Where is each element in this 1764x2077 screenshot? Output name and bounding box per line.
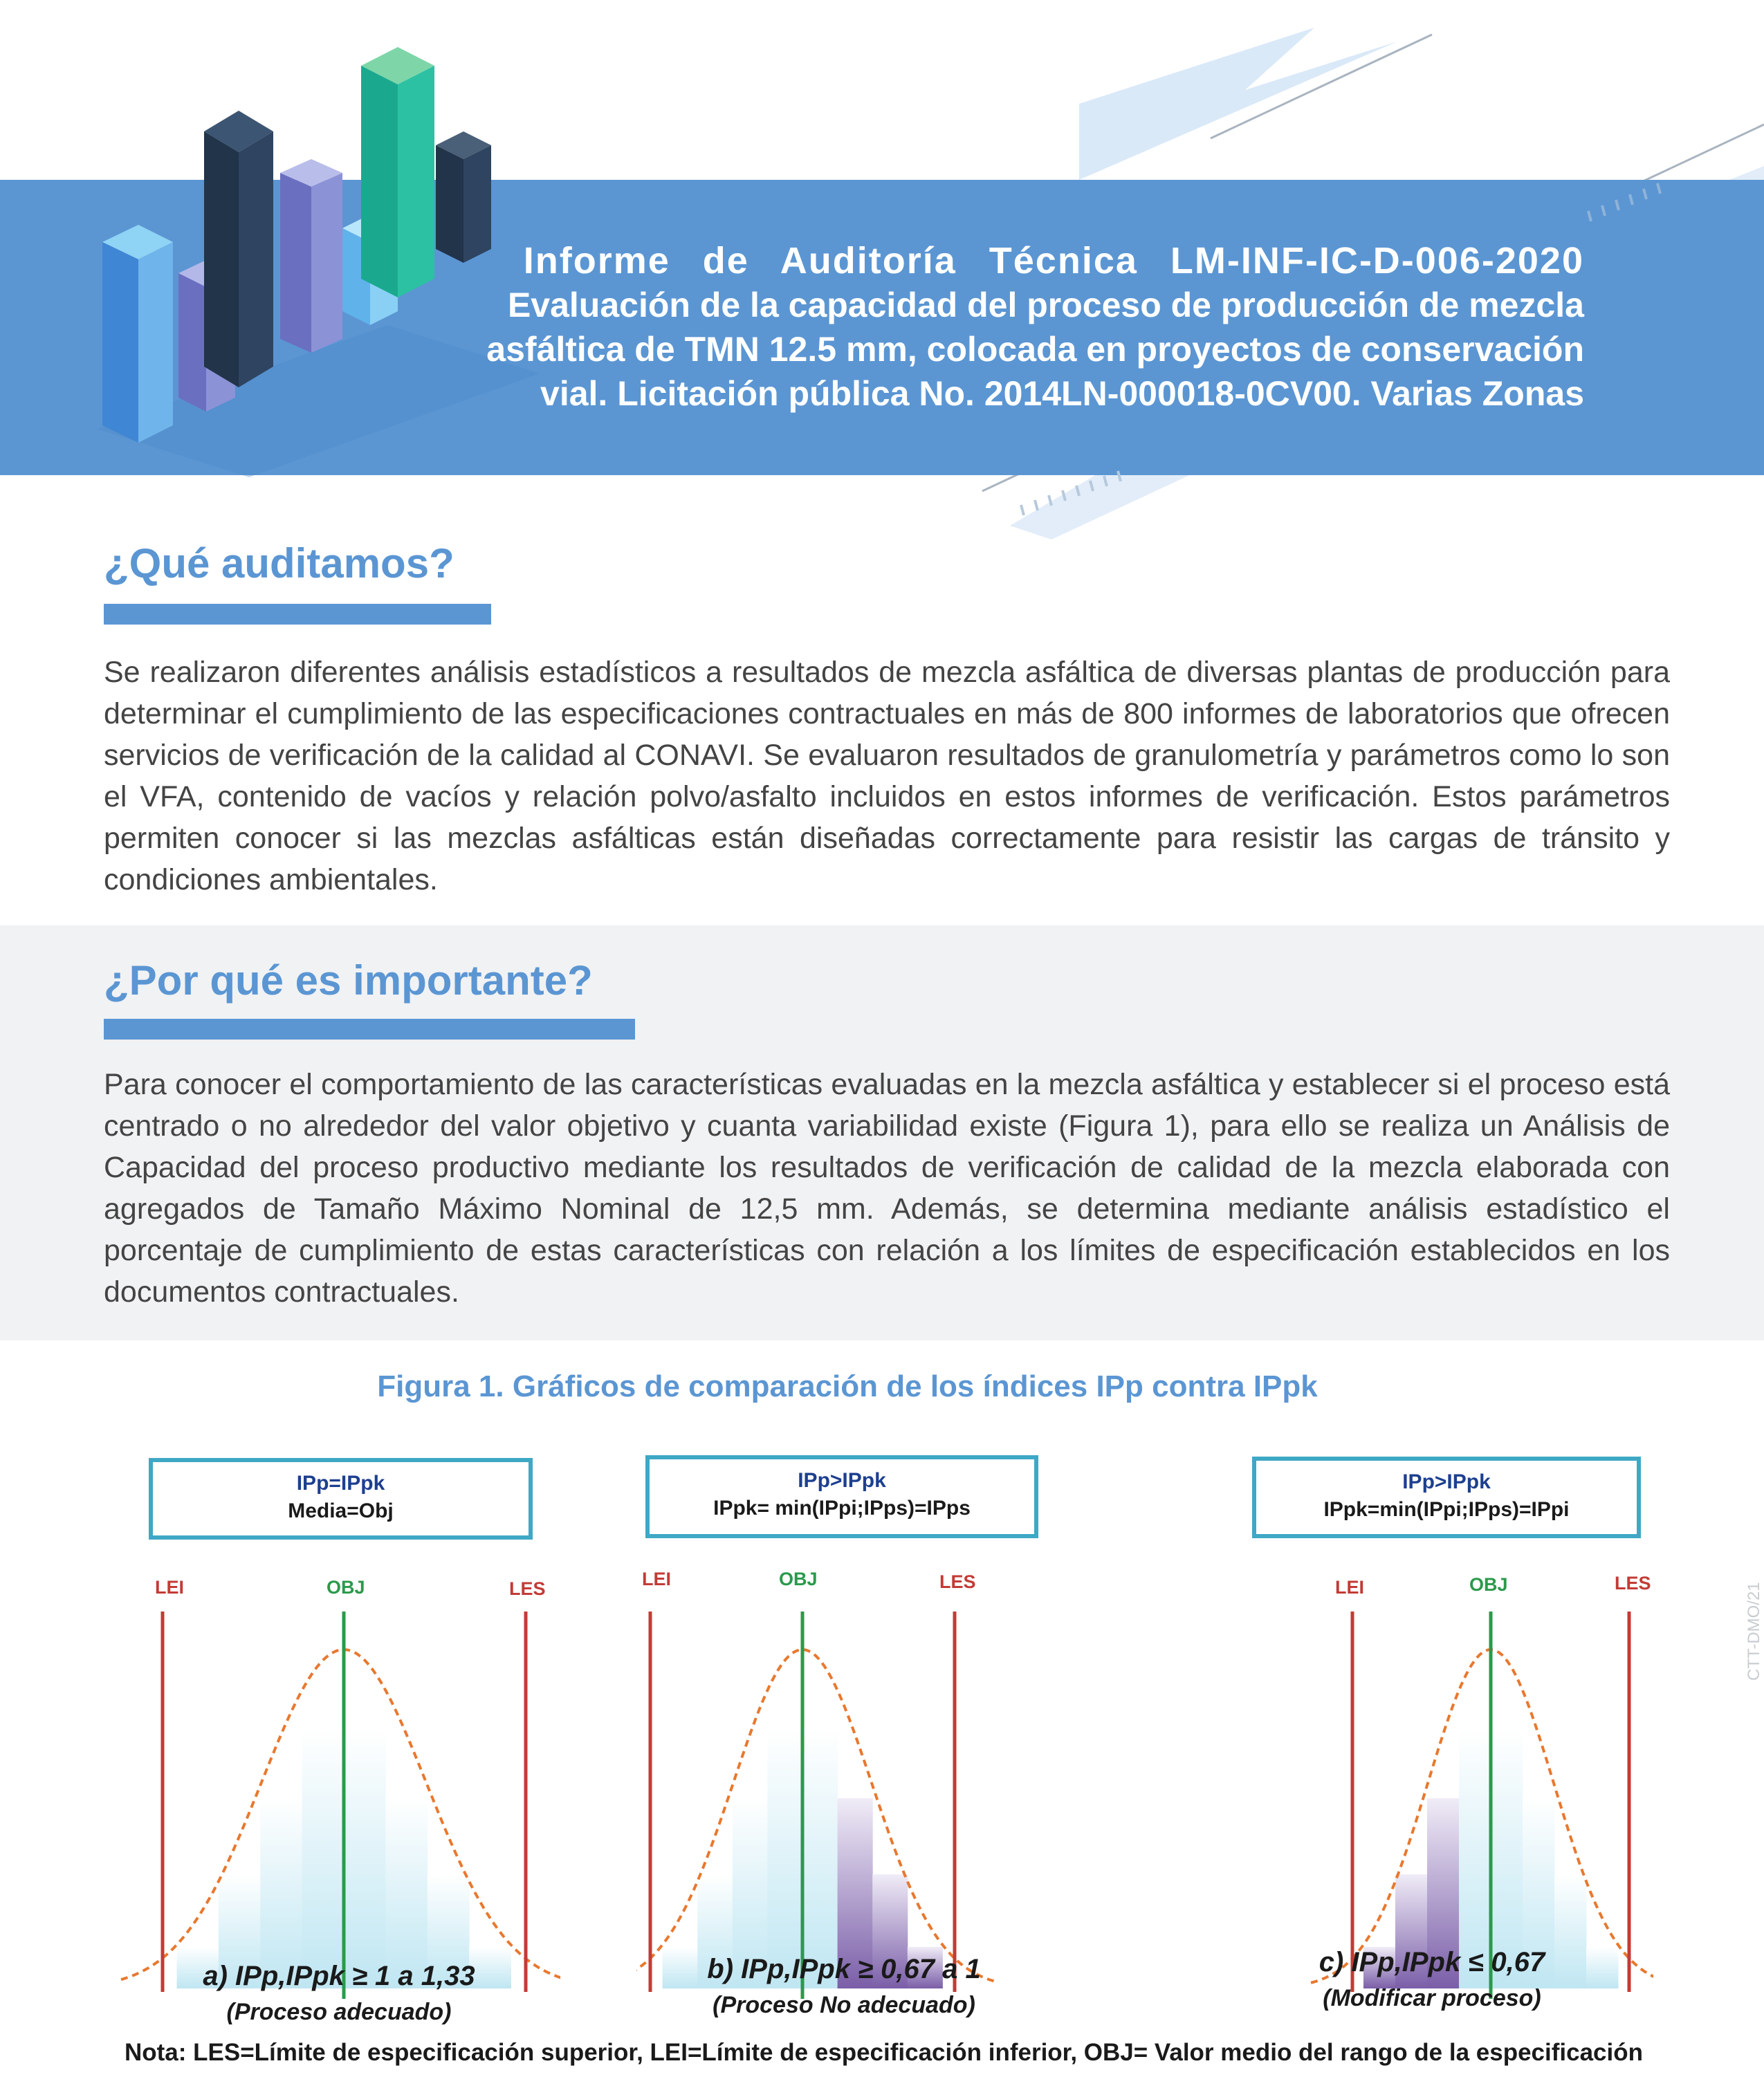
histogram-bar — [260, 1798, 302, 1988]
histogram-bar — [344, 1729, 386, 1988]
report-title-line2: Evaluación de la capacidad del proceso de producción de mezcla — [507, 286, 1584, 324]
histogram-bar — [302, 1729, 344, 1988]
chart-c-les-label: LES — [1615, 1573, 1651, 1594]
chart-b-les-label: LES — [939, 1571, 976, 1592]
chart-b-caption-main: b) IPp,IPpk ≥ 0,67 a 1 — [707, 1954, 981, 1984]
chart-b-lei-label: LEI — [642, 1569, 672, 1589]
report-title-line1: Informe de Auditoría Técnica LM-INF-IC-D-006-2020 — [523, 240, 1584, 281]
section-body-por-que-importante: Para conocer el comportamiento de las características evaluadas en la mezcla asfáltica y establecer si el proceso está centrado o no alrededor del valor objetivo y cuanta variabilidad existe (Figura 1), para ello se realiza un Análisis de Capacidad del proceso productivo mediante los resultados de verificación de calidad de la mezcla elaborada con agregados de Tamaño Máximo Nominal de 12,5 mm. Además, se determina mediante análisis estadístico el porcentaje de cumplimiento de estas características con relación a los límites de especificación establecidos en los documentos contractuales. — [104, 1068, 1670, 1309]
chart-b-caption-sub: (Proceso No adecuado) — [713, 1992, 975, 2018]
chart-c-box-line2: IPpk=min(IPpi;IPps)=IPpi — [1323, 1498, 1570, 1521]
histogram-bar — [802, 1729, 838, 1988]
histogram-bar — [767, 1729, 802, 1988]
chart-c-caption-sub: (Modificar proceso) — [1323, 1985, 1541, 2011]
chart-a-box-line2: Media=Obj — [288, 1499, 394, 1522]
chart-c-obj-label: OBJ — [1469, 1574, 1508, 1595]
section-underline — [104, 1019, 635, 1040]
chart-a — [118, 1452, 560, 2025]
chart-a-caption — [118, 1961, 560, 2026]
document-code: CTT-DMO/21 — [1745, 1582, 1763, 1681]
section-title-por-que-importante: ¿Por qué es importante? — [104, 957, 593, 1004]
chart-a-index-box — [149, 1458, 533, 1540]
figure-title: Figura 1. Gráficos de comparación de los índices IPp contra IPpk — [377, 1369, 1318, 1403]
chart-b-box-line2: IPpk= min(IPpi;IPps)=IPps — [713, 1497, 971, 1520]
chart-c-box-line1: IPp>IPpk — [1402, 1470, 1491, 1493]
chart-c-lei-label: LEI — [1335, 1577, 1365, 1598]
chart-a-box-line1: IPp=IPpk — [296, 1472, 385, 1495]
histogram-bar — [385, 1798, 428, 1988]
chart-b-obj-label: OBJ — [779, 1569, 818, 1589]
chart-b-box-line1: IPp>IPpk — [798, 1469, 886, 1492]
chart-b-caption — [636, 1954, 1051, 2019]
chart-a-lei-label: LEI — [155, 1577, 185, 1598]
chart-c — [1169, 1452, 1653, 2011]
report-title-line4: vial. Licitación pública No. 2014LN-000018-0CV00. Varias Zonas — [540, 374, 1584, 413]
chart-a-caption-main: a) IPp,IPpk ≥ 1 a 1,33 — [203, 1961, 475, 1991]
chart-a-les-label: LES — [509, 1578, 546, 1599]
chart-a-obj-label: OBJ — [327, 1577, 365, 1598]
chart-c-caption-main: c) IPp,IPpk ≤ 0,67 — [1319, 1947, 1545, 1977]
section-title-que-auditamos: ¿Qué auditamos? — [104, 540, 454, 587]
chart-c-caption — [1266, 1947, 1598, 2012]
section-underline — [104, 604, 491, 625]
chart-b-index-box — [645, 1455, 1038, 1538]
chart-a-caption-sub: (Proceso adecuado) — [226, 1999, 452, 2025]
chart-c-index-box — [1252, 1457, 1641, 1538]
report-title — [270, 239, 1584, 416]
report-title-line3: asfáltica de TMN 12.5 mm, colocada en proyectos de conservación — [486, 330, 1584, 369]
chart-b — [636, 1452, 1079, 2018]
figure-note: Nota: LES=Límite de especificación superior, LEI=Límite de especificación inferior, OBJ= Valor medio del rango de la especificación — [125, 2039, 1644, 2066]
section-body-que-auditamos: Se realizaron diferentes análisis estadísticos a resultados de mezcla asfáltica de diversas plantas de producción para determinar el cumplimiento de las especificaciones contractuales en más de 800 informes de laboratorios que ofrecen servicios de verificación de la calidad al CONAVI. Se evaluaron resultados de granulometría y parámetros como lo son el VFA, contenido de vacíos y relación polvo/asfalto incluidos en estos informes de verificación. Estos parámetros permiten conocer si las mezclas asfálticas están diseñadas correctamente para resistir las cargas de tránsito y condiciones ambientales. — [104, 656, 1670, 896]
